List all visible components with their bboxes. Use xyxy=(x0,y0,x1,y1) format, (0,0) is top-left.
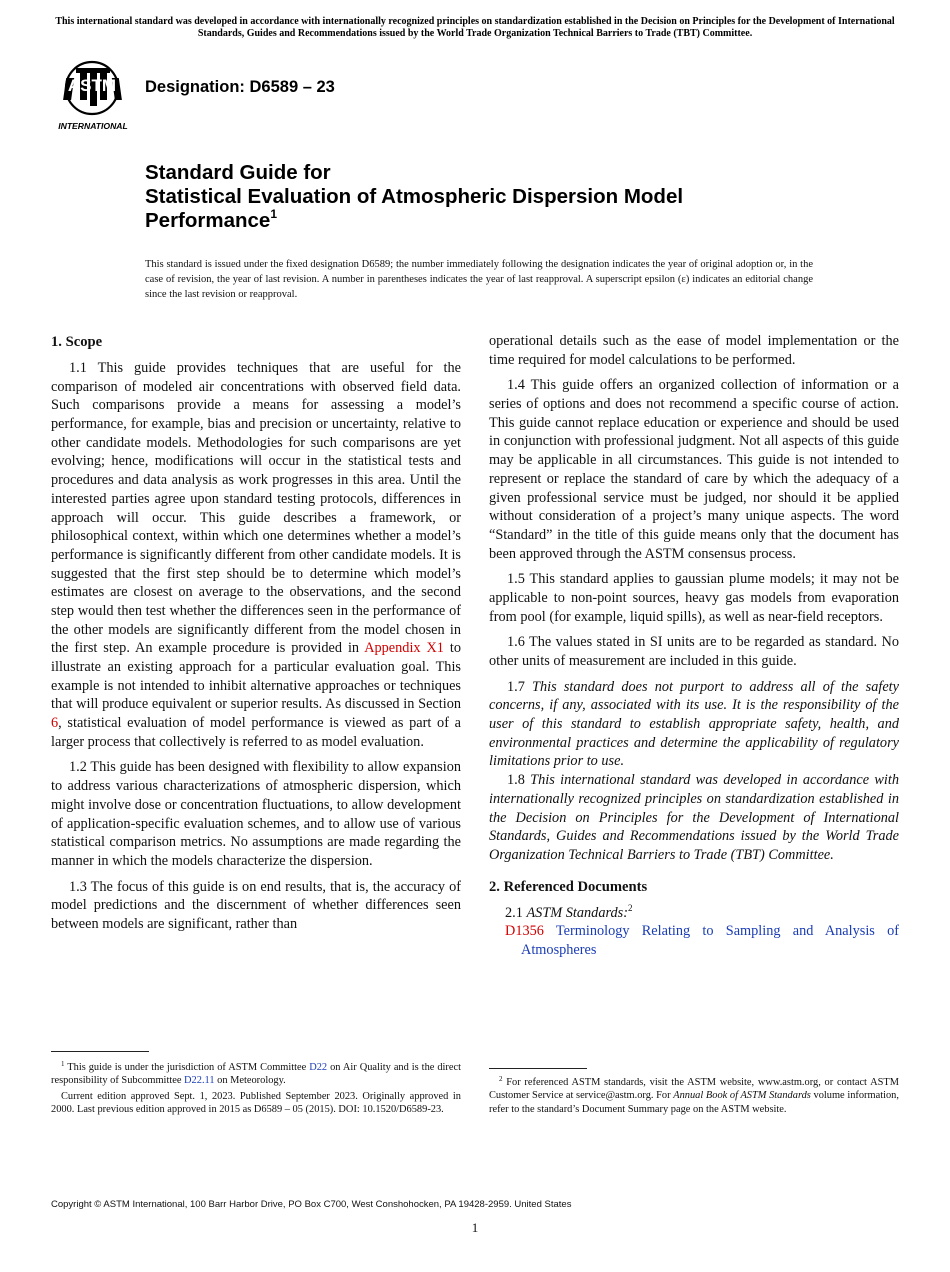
section-6-link[interactable]: 6 xyxy=(51,715,59,732)
paragraph-1-7-number: 1.7 xyxy=(507,678,533,695)
d1356-title-link[interactable]: Terminology Relating to Sampling and Analysis of Atmospheres xyxy=(521,923,899,958)
footnote-1-text-a: This guide is under the jurisdiction of ASTM Committee xyxy=(64,1062,310,1073)
section-1-heading: 1. Scope xyxy=(51,334,103,350)
footnote-rule-right xyxy=(489,1068,587,1069)
footnote-2-text-b: volume information, refer to the standard’s Document Summary page on the ASTM website. xyxy=(489,1090,899,1115)
footnote-1-mark: 1 xyxy=(61,1060,65,1068)
paragraph-1-2: 1.2 This guide has been designed with flexibility to allow expansion to address various characterizations of atmospheric dispersion, which might involve dose or concentration fluctuations, to allow development of application-specific evaluation schemes, and to allow use of various statistical comparison metrics. No assumptions are made regarding the manner in which the models characterize the dispersion. xyxy=(51,759,461,869)
footnote-2-italic: Annual Book of ASTM Standards xyxy=(673,1090,811,1102)
paragraph-1-8 xyxy=(489,771,899,864)
footnote-2-text xyxy=(489,1076,899,1116)
logo-subtext: INTERNATIONAL xyxy=(58,121,128,131)
reference-d1356 xyxy=(489,922,899,959)
d22-link[interactable]: D22 xyxy=(309,1062,328,1073)
footnote-2-mark-note: 2 xyxy=(499,1075,503,1083)
paragraph-1-1-part-c: , statistical evaluation of model performance is viewed as part of a larger process that collectively is referred to as model evaluation. xyxy=(51,715,461,750)
title-line-2: Statistical Evaluation of Atmospheric Dispersion Model xyxy=(145,185,684,209)
paragraph-1-8-number: 1.8 xyxy=(507,772,531,789)
paragraph-2-1-number: 2.1 xyxy=(505,904,527,921)
copyright: Copyright © ASTM International, 100 Barr Harbor Drive, PO Box C700, West Conshohocken, PA 19428-2959. United States xyxy=(51,1199,572,1210)
footnote-1 xyxy=(51,1061,461,1118)
paragraph-1-3-end: operational details such as the ease of model implementation or the time required for model calculations to be performed. xyxy=(489,333,899,368)
designation: Designation: D6589 – 23 xyxy=(145,78,335,96)
document-title xyxy=(145,161,845,234)
title-footnote-mark: 1 xyxy=(270,207,278,222)
paragraph-1-7 xyxy=(489,678,899,771)
paragraph-1-4: 1.4 This guide offers an organized collection of information or a series of options and does not recommend a specific course of action. This guide cannot replace education or experience and should be used in conjunction with professional judgment. Not all aspects of this guide may be applicable in all circumstances. This guide is not intended to represent or replace the standard of care by which the adequacy of a given professional service must be judged, nor should it be applied without consideration of a project’s many unique aspects. The word “Standard” in the title of this guide means only that the document has been approved through the ASTM consensus process. xyxy=(489,377,899,562)
footnote-2-mark: 2 xyxy=(628,902,633,913)
footnote-2-text-a: For referenced ASTM standards, visit the ASTM website, www.astm.org, or contact ASTM Customer Service at service@astm.org. For xyxy=(489,1077,899,1102)
page-number: 1 xyxy=(471,1220,479,1235)
footnote-1-jurisdiction xyxy=(51,1061,461,1088)
footnote-2 xyxy=(489,1076,899,1118)
right-column xyxy=(489,332,899,959)
appendix-x1-link[interactable]: Appendix X1 xyxy=(364,640,444,657)
astm-international-logo xyxy=(52,58,136,132)
paragraph-1-5: 1.5 This standard applies to gaussian plume models; it may not be applicable to non-point sources, heavy gas models from evaporation from pool (for example, liquid spills), as well as near-field receptors. xyxy=(489,571,899,625)
paragraph-1-1-part-a: 1.1 This guide provides techniques that are useful for the comparison of modeled air concentrations with observed field data. Such comparisons provide a means for assessing a model’s performance, for example, bias and precision or uncertainty, relative to other candidate models. Methodologies for such comparisons are yet evolving; hence, modifications will occur in the statistical tests and procedures and data analysis as work progresses in this area. Until the interested parties agree upon standard testing protocols, differences in approach will occur. This guide describes a framework, or philosophical context, within which one determines whether a model’s performance is significantly different from other candidate models. It is suggested that the first step should be to determine which model’s estimates are closest on average to the observations, and the second step would then test whether the differences seen in the performance of the other models are significantly different from the model chosen in the first step. An example procedure is provided in xyxy=(51,360,461,657)
left-column xyxy=(51,332,461,941)
astm-standards-label: ASTM Standards: xyxy=(526,904,628,921)
section-2-heading: 2. Referenced Documents xyxy=(489,878,648,895)
paragraph-1-6: 1.6 The values stated in SI units are to be regarded as standard. No other units of measurement are included in this guide. xyxy=(489,634,899,669)
title-line-3 xyxy=(145,209,845,233)
issuance-note: This standard is issued under the fixed designation D6589; the number immediately following the designation indicates the year of original adoption or, in the case of revision, the year of last revision. A number in parentheses indicates the year of last reapproval. A superscript epsilon (ε) indicates an editorial change since the last revision or reapproval. xyxy=(145,259,813,301)
footnote-1-text-b: on Air Quality and is the direct responsibility of Subcommittee xyxy=(51,1062,461,1087)
logo-text: ASTM xyxy=(67,76,117,95)
d22-11-link[interactable]: D22.11 xyxy=(184,1075,215,1087)
footnote-rule-left xyxy=(51,1051,149,1052)
footnote-1-text-c: on Meteorology. xyxy=(214,1075,286,1087)
paragraph-1-7-text: This standard does not purport to address all of the safety concerns, if any, associated with its use. It is the responsibility of the user of this standard to establish appropriate safety, health, and environmental practices and determine the applicability of regulatory limitations prior to use. xyxy=(489,678,899,770)
paragraph-1-1-part-b: to illustrate an existing approach for a particular evaluation goal. This example is not intended to inhibit alternative approaches or techniques that will produce equivalent or superior results. As discussed in Section xyxy=(51,640,461,713)
title-line-1: Standard Guide for xyxy=(145,161,331,184)
d1356-link[interactable]: D1356 xyxy=(505,923,544,940)
paragraph-2-1 xyxy=(489,899,899,922)
paragraph-1-1 xyxy=(51,359,461,751)
top-notice: This international standard was developed in accordance with internationally recognized principles on standardization established in the Decision on Principles for the Development of International Standards, Guides and Recommendations issued by the World Trade Organization Technical Barriers to Trade (TBT) Committee. xyxy=(55,16,895,40)
paragraph-1-3-start: 1.3 The focus of this guide is on end results, that is, the accuracy of model predictions and the discernment of whether differences seen between models are significant, rather than xyxy=(51,878,461,932)
footnote-1-edition: Current edition approved Sept. 1, 2023. Published September 2023. Originally approved in 2000. Last previous edition approved in 2015 as D6589 – 05 (2015). DOI: 10.1520/D6589-23. xyxy=(51,1090,461,1115)
paragraph-1-8-text: This international standard was developed in accordance with internationally recognized principles on standardization established in the Decision on Principles for the Development of International Standards, Guides and Recommendations issued by the World Trade Organization Technical Barriers to Trade (TBT) Committee. xyxy=(489,772,899,863)
title-line-3-text: Performance xyxy=(145,209,271,233)
